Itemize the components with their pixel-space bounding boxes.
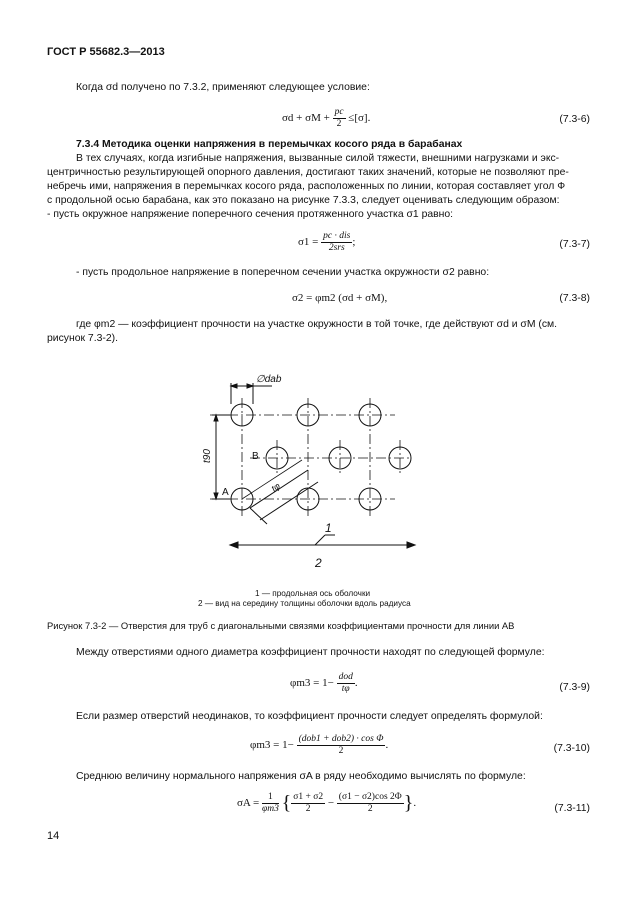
paragraph-equal-holes: Между отверстиями одного диаметра коэффициент прочности находят по следующей формуле: [76, 647, 545, 658]
section-title: 7.3.4 Методика оценки напряжения в перемычках косого ряда в барабанах [76, 139, 463, 150]
eq11-n2: σ1 + σ2 [293, 792, 324, 802]
paragraph-average-stress: Среднюю величину нормального напряжения σA в ряду необходимо вычислять по формуле: [76, 771, 526, 782]
eq9-lhs: φm3 = 1− [290, 677, 334, 690]
equation-7-3-11: σA = $\frac{1}{\varphi m3}$ { $\frac{\sigma 1 + \sigma 2}{2}$ − $\frac{(\sigma 1 - \sigma 2)\cos 2\Phi}{2}$ }. [237, 792, 417, 814]
paragraph-longitudinal: - пусть продольное напряжение в поперечном сечении участка окружности σ2 равно: [76, 267, 490, 278]
page-number: 14 [47, 830, 60, 842]
eq6-lhs: σd + σM + [282, 112, 330, 125]
figure-tube-holes [190, 368, 440, 578]
eq7-tail: ; [352, 236, 356, 249]
eq10-lhs: φm3 = 1− [250, 739, 294, 752]
eq9-number: (7.3-9) [559, 682, 590, 693]
equation-7-3-7 [298, 231, 355, 254]
body-line-4: с продольной осью барабана, как это показано на рисунке 7.3.3, следует оценивать следующим образом: [47, 195, 560, 206]
eq6-rhs: ≤[σ]. [348, 112, 371, 125]
eq11-mid: − [327, 797, 335, 810]
document-header: ГОСТ Р 55682.3—2013 [47, 46, 165, 58]
body-line-3: небречь ими, напряжения в перемычках косого ряда, расположенных по линии, которая составляет угол Ф [47, 181, 566, 192]
figure-label-dab: ∅dab [256, 374, 282, 385]
eq7-lhs: σ1 = [298, 236, 319, 249]
eq11-lhs: σA = [237, 797, 260, 810]
equation-7-3-10 [250, 734, 388, 757]
eq7-den: 2srs [328, 243, 345, 253]
eq9-tail: . [354, 677, 358, 690]
figure-label-B: B [252, 451, 259, 462]
equation-7-3-8: σ2 = φm2 (σd + σM), [292, 292, 388, 304]
eq9-num: dod [338, 672, 353, 682]
body-line-1: В тех случаях, когда изгибные напряжения, вызванные силой тяжести, внешними нагрузками и экс- [76, 153, 560, 164]
legend-item-1: 1 — продольная ось оболочки [255, 589, 371, 598]
figure-label-1: 1 [325, 521, 332, 535]
eq10-number: (7.3-10) [553, 743, 590, 754]
eq11-d3: 2 [367, 804, 373, 814]
eq6-number: (7.3-6) [559, 114, 590, 125]
eq7-number: (7.3-7) [559, 239, 590, 250]
equation-7-3-9 [290, 672, 358, 695]
eq8-number: (7.3-8) [559, 293, 590, 304]
figure-caption: Рисунок 7.3-2 — Отверстия для труб с диагональными связями коэффициентами прочности для линии АВ [47, 620, 515, 631]
figure-label-tphi: tφ [269, 480, 283, 494]
eq10-tail: . [385, 739, 389, 752]
eq11-d2: 2 [305, 804, 311, 814]
figure-label-A: A [222, 487, 229, 498]
figure-label-t90: t90 [202, 449, 213, 463]
body-line-5: - пусть окружное напряжение поперечного сечения протяженного участка σ1 равно: [47, 209, 454, 220]
eq11-number: (7.3-11) [554, 803, 590, 814]
paragraph-unequal-holes: Если размер отверстий неодинаков, то коэффициент прочности следует определять формулой: [76, 711, 543, 722]
eq10-num: (dob1 + dob2) · cos Φ [298, 734, 384, 744]
paragraph-condition: Когда σd получено по 7.3.2, применяют следующее условие: [76, 82, 370, 93]
eq11-tail: . [413, 797, 417, 810]
eq6-den: 2 [336, 119, 342, 129]
equation-7-3-6 [282, 107, 370, 130]
eq11-d1: φm3 [261, 804, 279, 814]
eq6-num: pc [334, 107, 344, 117]
where-line-2: рисунок 7.3-2). [47, 333, 118, 344]
eq11-n1: 1 [262, 792, 279, 804]
eq11-n3: (σ1 − σ2)cos 2Φ [338, 792, 402, 802]
body-line-2: центричностью результирующей опорного давления, достигают таких значений, которые не позволяют пре- [47, 167, 569, 178]
eq10-den: 2 [338, 746, 344, 756]
eq9-den: tφ [341, 684, 350, 694]
eq7-num: pc · dis [323, 231, 351, 241]
legend-item-2: 2 — вид на середину толщины оболочки вдоль радиуса [198, 599, 411, 608]
figure-label-2: 2 [315, 556, 322, 570]
where-line-1: где φm2 — коэффициент прочности на участке окружности в той точке, где действуют σd и σM (см. [76, 319, 558, 330]
